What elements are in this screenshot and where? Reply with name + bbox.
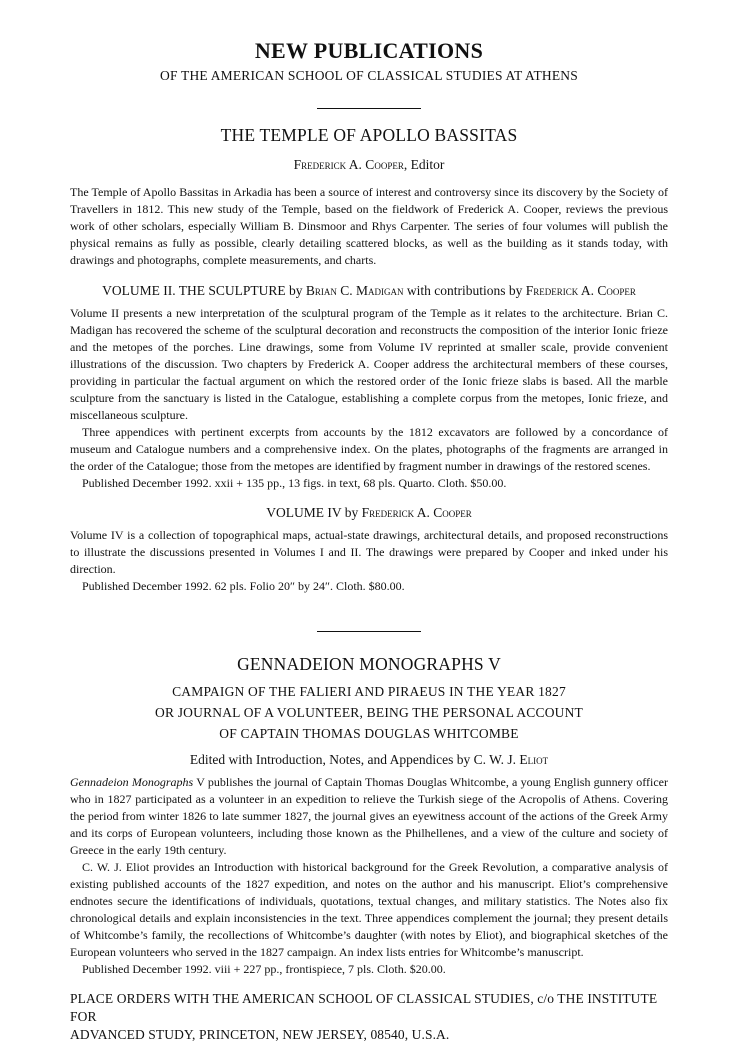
gennadeion-published: Published December 1992. viii + 227 pp., frontispiece, 7 pls. Cloth. $20.00. xyxy=(82,962,446,976)
volume4-heading-pre: VOLUME IV by xyxy=(266,505,362,520)
gennadeion-para2: C. W. J. Eliot provides an Introduction with historical background for the Greek Revolution, a comparative analysis of existing published accounts of the 1827 expedition, and notes on the author and his manuscript. Eliot’s comprehensive endnotes secure the identifications of individuals, quotations, textual changes, and military statistics. The Notes also fix chronological details and explain inconsistencies in the text. Three appendices complement the journal; they present details of Whitcombe’s family, the recollections of Whitcombe’s daughter (with notes by Eliot), and biographical sketches of the European volunteers who served in the 1827 campaign. An index lists entries for Whitcombe’s manuscript. xyxy=(70,860,668,959)
gennadeion-subtitle-line1: CAMPAIGN OF THE FALIERI AND PIRAEUS IN THE YEAR 1827 xyxy=(172,684,566,699)
volume2-published: Published December 1992. xxii + 135 pp., 13 figs. in text, 68 pls. Quarto. Cloth. $50.00. xyxy=(82,476,507,490)
order-instructions xyxy=(70,990,668,1044)
gennadeion-para1 xyxy=(70,774,668,859)
gennadeion-subtitle-line3: OF CAPTAIN THOMAS DOUGLAS WHITCOMBE xyxy=(219,726,519,741)
volume4-author: Frederick A. Cooper xyxy=(361,505,472,520)
page-subtitle: OF THE AMERICAN SCHOOL OF CLASSICAL STUDIES AT ATHENS xyxy=(160,68,578,83)
volume2-author: Brian C. Madigan xyxy=(305,283,404,298)
volume4-heading xyxy=(70,505,668,521)
volume2-contributor: Frederick A. Cooper xyxy=(525,283,636,298)
volume2-heading-pre: VOLUME II. THE SCULPTURE by xyxy=(102,283,306,298)
editor-role: , Editor xyxy=(403,157,445,172)
bassitas-intro: The Temple of Apollo Bassitas in Arkadia has been a source of interest and controversy since its discovery by the Society of Travellers in 1812. This new study of the Temple, based on the fieldwork of Frederick A. Cooper, reviews the previous work of other scholars, especially William B. Dinsmoor and Rhys Carpenter. The series of four volumes will publish the physical remains as fully as possible, clearly detailing scattered blocks, as well as the building as it stands today, with drawings and photographs, complete measurements, and charts. xyxy=(70,185,668,267)
divider-rule xyxy=(317,108,421,109)
gennadeion-para1-text: V publishes the journal of Captain Thomas Douglas Whitcombe, a young English gunnery officer who in 1827 participated as a volunteer in an expedition to relieve the Turkish siege of the Acropolis of Athens. Covering the period from winter 1826 to late summer 1827, the journal gives an eyewitness account of the actions of the Greek Army and its corps of European volunteers, including those known as the Philhellenes, and a view of the culture and society of Greece in the early 19th century. xyxy=(70,775,668,857)
gennadeion-series-name: Gennadeion Monographs xyxy=(70,775,194,789)
document-page xyxy=(0,38,738,1062)
volume2-para2: Three appendices with pertinent excerpts from accounts by the 1812 excavators are followed by a concordance of museum and Catalogue numbers and a comprehensive index. On the plates, photographs of the fragments are arranged in the order of the Catalogue; those from the metopes are identified by fragment number in drawings of the restored scenes. xyxy=(70,425,668,473)
section-title-gennadeion: GENNADEION MONOGRAPHS V xyxy=(237,654,501,674)
volume4-para1: Volume IV is a collection of topographical maps, actual-state drawings, architectural details, and proposed reconstructions to illustrate the discussions presented in Volumes I and II. The drawings were prepared by Cooper and inked under his direction. xyxy=(70,528,668,576)
divider-rule-2 xyxy=(317,631,421,632)
gennadeion-edited-pre: Edited with Introduction, Notes, and Appendices by C. W. J. xyxy=(189,752,520,767)
editor-line xyxy=(70,157,668,173)
page-title: NEW PUBLICATIONS xyxy=(254,38,484,63)
editor-name: Frederick A. Cooper xyxy=(293,157,404,172)
volume4-published: Published December 1992. 62 pls. Folio 20″ by 24″. Cloth. $80.00. xyxy=(82,579,405,593)
order-line-2: ADVANCED STUDY, PRINCETON, NEW JERSEY, 08540, U.S.A. xyxy=(70,1027,450,1042)
bassitas-intro-block xyxy=(70,184,668,269)
gennadeion-edited-line xyxy=(70,752,668,768)
volume2-heading-mid: with contributions by xyxy=(403,283,526,298)
gennadeion-edited-name: Eliot xyxy=(519,752,549,767)
gennadeion-subtitle xyxy=(70,681,668,744)
gennadeion-subtitle-line2: OR JOURNAL OF A VOLUNTEER, BEING THE PERSONAL ACCOUNT xyxy=(155,705,583,720)
volume2-heading xyxy=(70,283,668,299)
volume2-para1: Volume II presents a new interpretation of the sculptural program of the Temple as it relates to the architecture. Brian C. Madigan has recovered the scheme of the sculptural decoration and reconstructs the composition of the interior Ionic frieze and the metopes of the porches. Line drawings, some from Volume IV reprinted at smaller scale, provide convenient illustrations of the discussion. Two chapters by Frederick A. Cooper address the architectural members of these courses, providing in particular the factual argument on which the restored order of the Ionic frieze slabs is based. All the marble sculpture from the sanctuary is listed in the Catalogue, establishing a complete corpus from the metopes, Ionic frieze, and miscellaneous sculpture. xyxy=(70,306,668,422)
order-line-1: PLACE ORDERS WITH THE AMERICAN SCHOOL OF CLASSICAL STUDIES, c/o THE INSTITUTE FOR xyxy=(70,991,658,1024)
section-title-bassitas: THE TEMPLE OF APOLLO BASSITAS xyxy=(220,125,518,145)
